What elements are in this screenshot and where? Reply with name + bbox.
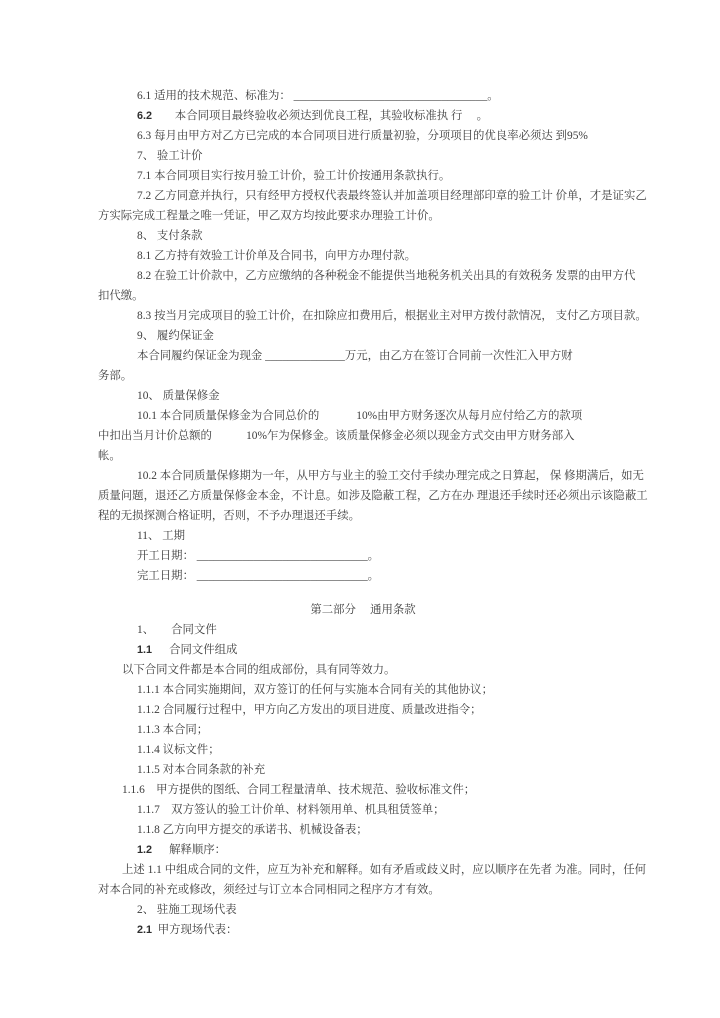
document-line: 2、 驻施工现场代表 bbox=[137, 904, 237, 916]
document-line: 1.1.1 本合同实施期间，双方签订的任何与实施本合同有关的其他协议； bbox=[137, 684, 493, 696]
document-line: 8.1 乙方持有效验工计价单及合同书，向甲方办理付款。 bbox=[137, 250, 417, 262]
document-line: 对本合同的补充或修改，须经过与订立本合同相同之程序方才有效。 bbox=[98, 884, 440, 896]
clause-number: 2.1 bbox=[137, 924, 153, 936]
document-line: 1.1.5 对本合同条款的补充 bbox=[137, 764, 266, 776]
document-line: 1.1.3 本合同； bbox=[137, 724, 209, 736]
document-line: 8.2 在验工计价款中，乙方应缴纳的各种税金不能提供当地税务机关出具的有效税务 发票的由甲方代 bbox=[137, 270, 636, 282]
document-line: 1.1.4 议标文件； bbox=[137, 744, 220, 756]
document-page bbox=[98, 86, 646, 940]
document-line: 7.2 乙方同意并执行，只有经甲方授权代表最终签认并加盖项目经理部印章的验工计 价单，才是证实乙 bbox=[137, 190, 647, 202]
clause-number: 1.2 bbox=[137, 844, 153, 856]
document-line: 帐。 bbox=[98, 450, 121, 462]
document-line: 10.1 本合同质量保修金为合同总价的 10%由甲方财务逐次从每月应付给乙方的款项 bbox=[137, 410, 583, 422]
document-line: 1、 合同文件 bbox=[137, 624, 217, 636]
document-line: 7.1 本合同项目实行按月验工计价，验工计价按通用条款执行。 bbox=[137, 170, 451, 182]
document-line: 以下合同文件都是本合同的组成部份，具有同等效力。 bbox=[122, 664, 396, 676]
document-line: 9、 履约保证金 bbox=[137, 330, 214, 342]
document-line: 1.1.6 甲方提供的图纸、合同工程量清单、技术规范、验收标准文件； bbox=[122, 784, 476, 796]
document-line: 1.1.2 合同履行过程中，甲方向乙方发出的项目进度、质量改进指令； bbox=[137, 704, 482, 716]
document-line: 本合同履约保证金为现金 ______________万元，由乙方在签订合同前一次性汇入甲方财 bbox=[137, 350, 573, 362]
document-line: 开工日期： ______________________________。 bbox=[137, 550, 380, 562]
document-line: 中扣出当月计价总额的 10%乍为保修金。该质量保修金必须以现金方式交由甲方财务部入 bbox=[98, 430, 575, 442]
document-line: 11、 工期 bbox=[137, 530, 185, 542]
document-line: 8.3 按当月完成项目的验工计价，在扣除应扣费用后，根据业主对甲方拨付款情况， 支付乙方项目款。 bbox=[137, 310, 647, 322]
document-line: 1.1.7 双方签认的验工计价单、材料领用单、机具租赁签单； bbox=[137, 804, 445, 816]
document-line: 1.1 合同文件组成 bbox=[137, 644, 238, 656]
document-line: 1.1.8 乙方向甲方提交的承诺书、机械设备表； bbox=[137, 824, 368, 836]
clause-number: 1.1 bbox=[137, 644, 153, 656]
section-heading: 第二部分 通用条款 bbox=[310, 604, 416, 616]
document-line: 7、 验工计价 bbox=[137, 150, 203, 162]
document-line: 6.3 每月由甲方对乙方已完成的本合同项目进行质量初验，分项项目的优良率必须达 到95% bbox=[137, 130, 588, 142]
document-line: 8、 支付条款 bbox=[137, 230, 203, 242]
document-line: 10.2 本合同质量保修期为一年，从甲方与业主的验工交付手续办理完成之日算起， 保 修期满后，如无 bbox=[137, 470, 644, 482]
document-line: 2.1 甲方现场代表： bbox=[137, 924, 238, 936]
document-line: 10、 质量保修金 bbox=[137, 390, 220, 402]
document-line: 扣代缴。 bbox=[98, 290, 144, 302]
document-line: 务部。 bbox=[98, 370, 133, 382]
document-line: 上述 1.1 中组成合同的文件，应互为补充和解释。如有矛盾或歧义时，应以顺序在先者 为准。同时，任何 bbox=[122, 864, 646, 876]
document-line: 质量问题，退还乙方质量保修金本金，不计息。如涉及隐蔽工程，乙方在办 理退还手续时还必须出示该隐蔽工 bbox=[98, 490, 648, 502]
document-line: 6.1 适用的技术规范、标准为： __________________________________。 bbox=[137, 90, 499, 102]
document-line: 6.2 本合同项目最终验收必须达到优良工程，其验收标准执 行 。 bbox=[137, 110, 489, 122]
document-line: 完工日期： ______________________________。 bbox=[137, 570, 380, 582]
document-line: 程的无损探测合格证明，否则，不予办理退还手续。 bbox=[98, 510, 360, 522]
document-line: 方实际完成工程量之唯一凭证，甲乙双方均按此要求办理验工计价。 bbox=[98, 210, 440, 222]
document-line: 1.2 解释顺序： bbox=[137, 844, 227, 856]
clause-number: 6.2 bbox=[137, 110, 153, 122]
